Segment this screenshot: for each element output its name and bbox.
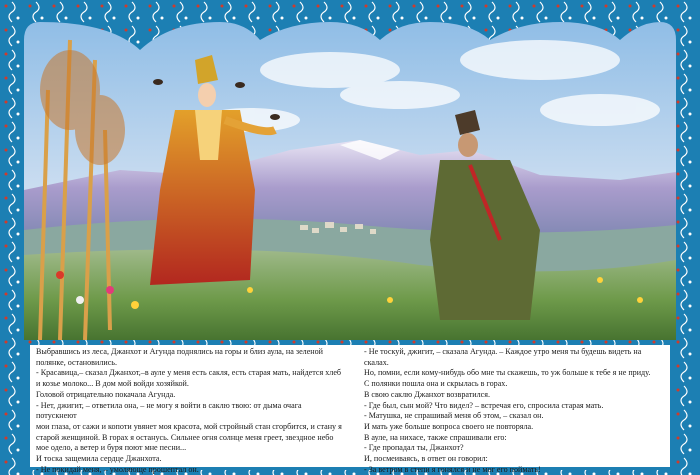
story-line: - Где пропадал ты, Джанхот?	[364, 443, 464, 453]
story-line: полянке, остановились.	[36, 357, 118, 367]
story-line: В свою саклю Джанхот возвратился.	[364, 389, 491, 399]
story-line: - Красавица,– сказал Джанхот,–в ауле у меня есть сакля, есть старая мать, найдется хлеб	[36, 368, 342, 378]
story-line: старой женщиной. В горах я останусь. Сильнее огня солнце меня греет, звездное небо	[36, 432, 334, 442]
story-line: - Матушка, не спрашивай меня об этом, – сказал он.	[364, 411, 544, 421]
story-line: - Не покидай меня, – умоляюще прошептал он.	[36, 464, 199, 474]
story-line: - Где был, сын мой? Что видел? – встречая его, спросила старая мать.	[364, 400, 604, 410]
story-line: С полянки пошла она и скрылась в горах.	[364, 379, 508, 389]
story-line: - Не тоскуй, джигит, – сказала Агунда. – Каждое утро меня ты будешь видеть на скалах.	[364, 347, 642, 367]
story-line: Но, помни, если кому-нибудь обо мне ты скажешь, то уж больше к тебе я не приду.	[364, 368, 651, 378]
story-line: Выбравшись из леса, Джанхот и Агунда поднялись на горы и близ аула, на зеленой	[36, 347, 324, 356]
story-line: И мать уже больше вопроса своего не повторяла.	[364, 421, 534, 431]
story-text-panel	[30, 345, 670, 474]
story-line: В ауле, на нихасе, также спрашивали его:	[364, 432, 507, 442]
story-line: И, посмеиваясь, в ответ он говорил:	[364, 454, 488, 464]
story-line: - За ветром в степи я гонялся и не мог его поймать!	[364, 464, 541, 474]
story-line: мои глаза, от сажи и копоти увянет моя красота, мой стройный стан сгорбится, и стану я	[36, 421, 342, 431]
story-line: И тоска защемила сердце Джанхота.	[36, 454, 162, 464]
story-right-column	[364, 347, 664, 475]
story-line: Головой отрицательно покачала Агунда.	[36, 389, 176, 399]
story-line: - Нет, джигит, – ответила она, – не могу я войти в саклю твою: от дыма очага потускнеют	[36, 400, 302, 421]
story-line: мое одело, а ветер и буря поют мне песни...	[36, 443, 187, 453]
story-left-column	[36, 347, 342, 475]
story-line: и козье молоко... В дом мой войди хозяйкой.	[36, 379, 189, 389]
